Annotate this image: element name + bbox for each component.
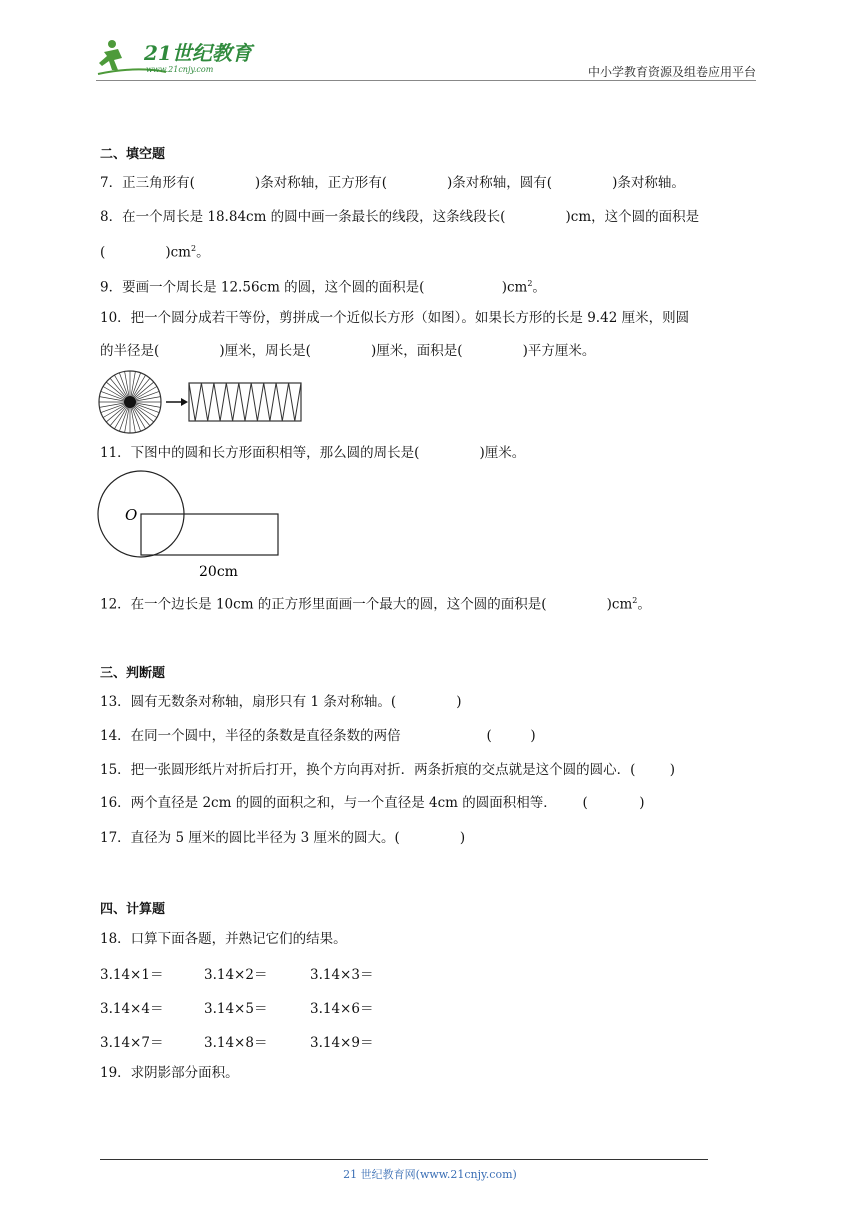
question-13: 13．圆有无数条对称轴，扇形只有 1 条对称轴。( ) xyxy=(100,694,462,710)
section-title-calc: 四、计算题 xyxy=(100,902,166,917)
question-17: 17．直径为 5 厘米的圆比半径为 3 厘米的圆大。( ) xyxy=(100,830,466,846)
question-12: 12．在一个边长是 10cm 的正方形里面画一个最大的圆，这个圆的面积是( )$cm^2$。 xyxy=(100,596,651,613)
question-19: 19．求阴影部分面积。 xyxy=(100,1065,239,1081)
question-10-line2: 的半径是( )厘米，周长是( )厘米，面积是( )平方厘米。 xyxy=(100,343,596,359)
arrow-head xyxy=(181,398,188,406)
question-8-line2: ( )$cm^2$。 xyxy=(100,244,210,261)
circle-rectangle-figure xyxy=(96,470,296,582)
center-label: O xyxy=(125,506,138,524)
question-16: 16．两个直径是 2cm 的圆的面积之和，与一个直径是 4cm 的圆面积相等． ( ) xyxy=(100,795,645,811)
calc-item: 3.14×1＝ xyxy=(100,967,164,983)
question-8-line1: 8．在一个周长是 18.84cm 的圆中画一条最长的线段，这条线段长( )cm，这个圆的面积是 xyxy=(100,209,700,225)
footer-text: 21 世纪教育网(www.21cnjy.com) xyxy=(343,1168,517,1181)
calc-item: 3.14×9＝ xyxy=(310,1035,374,1051)
question-18: 18．口算下面各题，并熟记它们的结果。 xyxy=(100,931,347,947)
calc-item: 3.14×7＝ xyxy=(100,1035,164,1051)
site-logo xyxy=(96,36,256,78)
section-title-fill: 二、填空题 xyxy=(100,147,166,162)
question-10-line1: 10．把一个圆分成若干等份，剪拼成一个近似长方形（如图）。如果长方形的长是 9.42 厘米，则圆 xyxy=(100,310,690,326)
calc-item: 3.14×5＝ xyxy=(204,1001,268,1017)
length-label: 20cm xyxy=(199,564,238,580)
header-platform-text: 中小学教育资源及组卷应用平台 xyxy=(587,65,756,79)
calc-item: 3.14×6＝ xyxy=(310,1001,374,1017)
section-title-judge: 三、判断题 xyxy=(100,666,166,681)
header-divider xyxy=(96,80,756,81)
calc-item: 3.14×4＝ xyxy=(100,1001,164,1017)
logo-text: 21世纪教育 xyxy=(144,41,252,65)
circle-to-rectangle-figure xyxy=(98,368,308,436)
footer-divider xyxy=(100,1159,708,1160)
question-7: 7．正三角形有( )条对称轴，正方形有( )条对称轴，圆有( )条对称轴。 xyxy=(100,175,685,191)
calc-item: 3.14×3＝ xyxy=(310,967,374,983)
logo-url: www.21cnjy.com xyxy=(146,65,214,74)
rectangle-shape xyxy=(141,514,278,555)
question-14: 14．在同一个圆中，半径的条数是直径条数的两倍 ( ) xyxy=(100,728,536,744)
question-11: 11．下图中的圆和长方形面积相等，那么圆的周长是( )厘米。 xyxy=(100,445,526,461)
question-15: 15．把一张圆形纸片对折后打开，换个方向再对折．两条折痕的交点就是这个圆的圆心．( ) xyxy=(100,762,676,778)
calc-item: 3.14×8＝ xyxy=(204,1035,268,1051)
question-9: 9．要画一个周长是 12.56cm 的圆，这个圆的面积是( )$cm^2$。 xyxy=(100,279,546,296)
approx-rectangle xyxy=(189,383,301,421)
calc-item: 3.14×2＝ xyxy=(204,967,268,983)
rectangle-sectors xyxy=(189,383,301,421)
